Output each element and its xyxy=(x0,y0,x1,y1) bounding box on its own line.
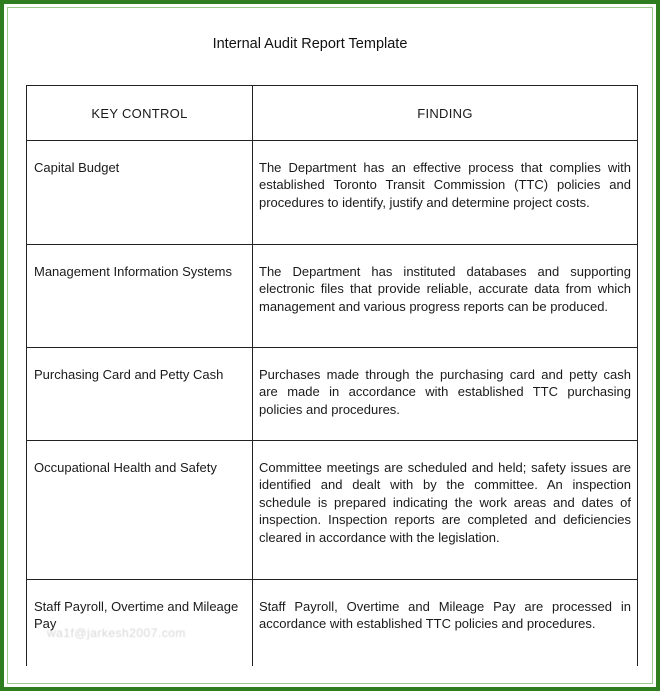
table-row xyxy=(27,348,638,441)
finding-cell: Purchases made through the purchasing card and petty cash are made in accordance with established TTC purchasing policies and procedures. xyxy=(253,348,638,441)
finding-cell: The Department has instituted databases and supporting electronic files that provide reliable, accurate data from which management and various progress reports can be produced. xyxy=(253,245,638,348)
table-row xyxy=(27,141,638,245)
table-header-row xyxy=(27,86,638,141)
table-row xyxy=(27,441,638,580)
key-control-cell: Staff Payroll, Overtime and Mileage Pay xyxy=(27,580,253,667)
audit-table xyxy=(26,85,638,666)
column-header-key-control: KEY CONTROL xyxy=(27,86,253,141)
table-row xyxy=(27,580,638,667)
document-title: Internal Audit Report Template xyxy=(212,36,408,52)
finding-cell: The Department has an effective process that complies with established Toronto Transit Commission (TTC) policies and procedures to identify, justify and determine project costs. xyxy=(253,141,638,245)
key-control-cell: Management Information Systems xyxy=(27,245,253,348)
finding-cell: Staff Payroll, Overtime and Mileage Pay are processed in accordance with established TTC policies and procedures. xyxy=(253,580,638,667)
watermark-text: wa1f@jarkesh2007.com xyxy=(47,626,186,640)
finding-cell: Committee meetings are scheduled and held; safety issues are identified and dealt with by the committee. An inspection schedule is prepared indicating the work areas and dates of inspection. Inspection reports are completed and deficiencies cleared in accordance with the legislation. xyxy=(253,441,638,580)
table-row xyxy=(27,245,638,348)
key-control-cell: Purchasing Card and Petty Cash xyxy=(27,348,253,441)
key-control-cell: Occupational Health and Safety xyxy=(27,441,253,580)
column-header-finding: FINDING xyxy=(253,86,638,141)
key-control-cell: Capital Budget xyxy=(27,141,253,245)
